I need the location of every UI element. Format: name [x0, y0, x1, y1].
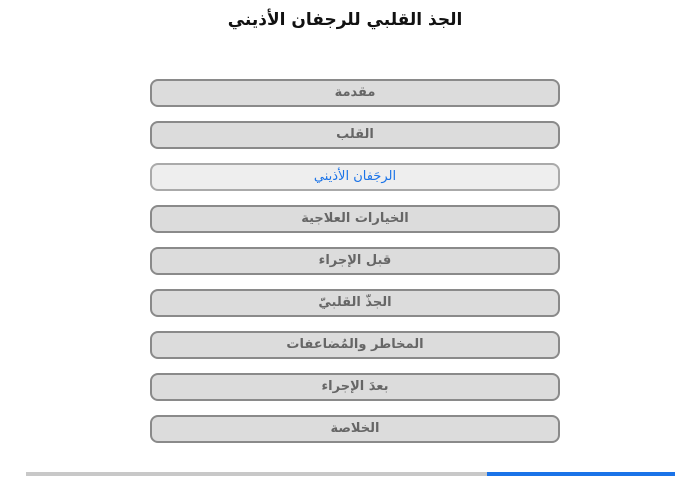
menu-item-after-procedure[interactable]: بعدَ الإجراء [150, 373, 560, 401]
chapter-menu [150, 79, 560, 457]
page-title: الجذ القلبي للرجفان الأذيني [227, 10, 463, 30]
progress-bar-fill [487, 472, 675, 476]
menu-item-cardiac-ablation[interactable]: الجذّ القلبيّ [150, 289, 560, 317]
menu-item-heart[interactable]: القلب [150, 121, 560, 149]
menu-item-atrial-fibrillation[interactable]: الرجَفان الأذيني [150, 163, 560, 191]
menu-item-risks-complications[interactable]: المخاطر والمُضاعفات [150, 331, 560, 359]
menu-item-introduction[interactable]: مقدمة [150, 79, 560, 107]
menu-item-before-procedure[interactable]: قبل الإجراء [150, 247, 560, 275]
progress-bar [26, 472, 675, 476]
menu-item-treatment-options[interactable]: الخيارات العلاجية [150, 205, 560, 233]
menu-item-summary[interactable]: الخلاصة [150, 415, 560, 443]
